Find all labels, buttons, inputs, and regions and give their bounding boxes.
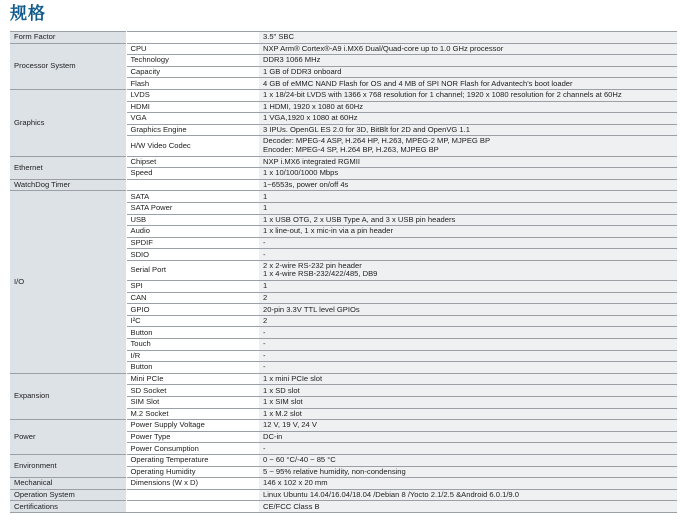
- value-cell: 1 VGA,1920 x 1080 at 60Hz: [259, 113, 677, 125]
- value-cell: 1 GB of DDR3 onboard: [259, 66, 677, 78]
- spec-row: [10, 478, 677, 490]
- category-cell: WatchDog Timer: [10, 179, 126, 191]
- feature-cell: SPDIF: [126, 237, 259, 249]
- value-cell: 3.5" SBC: [259, 32, 677, 44]
- value-cell: 1 x SD slot: [259, 385, 677, 397]
- category-cell: Processor System: [10, 43, 126, 89]
- feature-cell: Graphics Engine: [126, 124, 259, 136]
- value-line-1: Decoder: MPEG-4 ASP, H.264 HP, H.263, MPEG-2 MP, MJPEG BP: [263, 136, 491, 146]
- category-cell: Operation System: [10, 489, 126, 501]
- feature-cell: [126, 489, 259, 501]
- feature-cell: [126, 501, 259, 513]
- feature-cell: Serial Port: [126, 260, 259, 280]
- feature-cell: VGA: [126, 113, 259, 125]
- value-cell: 1 x M.2 slot: [259, 408, 677, 420]
- category-cell: Mechanical: [10, 478, 126, 490]
- value-cell: 1: [259, 281, 677, 293]
- category-cell: Power: [10, 420, 126, 455]
- value-cell: 1 x USB OTG, 2 x USB Type A, and 3 x USB pin headers: [259, 214, 677, 226]
- value-cell: 1 x 18/24-bit LVDS with 1366 x 768 resolution for 1 channel; 1920 x 1080 resolution for 2 channels at 60Hz: [259, 89, 677, 101]
- feature-cell: M.2 Socket: [126, 408, 259, 420]
- value-cell: -: [259, 339, 677, 351]
- feature-cell: LVDS: [126, 89, 259, 101]
- value-cell: 4 GB of eMMC NAND Flash for OS and 4 MB of SPI NOR Flash for Advantech's boot loader: [259, 78, 677, 90]
- value-cell: [259, 136, 677, 156]
- page-title: 规格: [10, 4, 46, 24]
- feature-cell: Operating Humidity: [126, 466, 259, 478]
- feature-cell: Flash: [126, 78, 259, 90]
- category-cell: Ethernet: [10, 156, 126, 179]
- value-cell: -: [259, 237, 677, 249]
- value-cell: 1: [259, 202, 677, 214]
- feature-cell: SATA: [126, 191, 259, 203]
- value-cell: 1 x 10/100/1000 Mbps: [259, 168, 677, 180]
- feature-cell: Power Consumption: [126, 443, 259, 455]
- value-cell: DDR3 1066 MHz: [259, 55, 677, 67]
- feature-cell: Dimensions (W x D): [126, 478, 259, 490]
- feature-cell: USB: [126, 214, 259, 226]
- category-cell: Environment: [10, 454, 126, 477]
- feature-cell: Technology: [126, 55, 259, 67]
- category-cell: Certifications: [10, 501, 126, 513]
- feature-cell: Capacity: [126, 66, 259, 78]
- value-cell: 1 x mini PCIe slot: [259, 373, 677, 385]
- feature-cell: Chipset: [126, 156, 259, 168]
- feature-cell: SD Socket: [126, 385, 259, 397]
- feature-cell: CAN: [126, 292, 259, 304]
- value-cell: -: [259, 327, 677, 339]
- feature-cell: Touch: [126, 339, 259, 351]
- value-cell: 3 IPUs. OpenGL ES 2.0 for 3D, BitBlt for 2D and OpenVG 1.1: [259, 124, 677, 136]
- feature-cell: SDIO: [126, 249, 259, 261]
- feature-cell: Mini PCIe: [126, 373, 259, 385]
- spec-row: [10, 420, 677, 432]
- feature-cell: Power Supply Voltage: [126, 420, 259, 432]
- spec-row: [10, 373, 677, 385]
- value-line-2: Encoder: MPEG-4 SP, H.264 BP, H.263, MJPEG BP: [263, 144, 439, 154]
- category-cell: Form Factor: [10, 32, 126, 44]
- spec-row: [10, 32, 677, 44]
- value-line-2: 1 x 4-wire RSB-232/422/485, DB9: [263, 269, 378, 279]
- category-cell: Expansion: [10, 373, 126, 419]
- category-cell: Graphics: [10, 89, 126, 156]
- spec-row: [10, 156, 677, 168]
- feature-cell: SIM Slot: [126, 397, 259, 409]
- value-cell: 146 x 102 x 20 mm: [259, 478, 677, 490]
- feature-cell: H/W Video Codec: [126, 136, 259, 156]
- value-cell: -: [259, 350, 677, 362]
- feature-cell: Button: [126, 362, 259, 374]
- spec-row: [10, 501, 677, 513]
- value-cell: 1 HDMI, 1920 x 1080 at 60Hz: [259, 101, 677, 113]
- spec-row: [10, 191, 677, 203]
- spec-row: [10, 89, 677, 101]
- feature-cell: Audio: [126, 226, 259, 238]
- feature-cell: HDMI: [126, 101, 259, 113]
- feature-cell: CPU: [126, 43, 259, 55]
- value-line-1: 2 x 2-wire RS-232 pin header: [263, 260, 362, 270]
- feature-cell: SATA Power: [126, 202, 259, 214]
- feature-cell: [126, 179, 259, 191]
- value-cell: -: [259, 362, 677, 374]
- value-cell: 2: [259, 315, 677, 327]
- spec-row: [10, 43, 677, 55]
- spec-row: [10, 179, 677, 191]
- value-cell: 1~6553s, power on/off 4s: [259, 179, 677, 191]
- spec-table: [10, 31, 677, 513]
- spec-row: [10, 454, 677, 466]
- spec-row: [10, 489, 677, 501]
- value-cell: CE/FCC Class B: [259, 501, 677, 513]
- value-cell: 1 x line-out, 1 x mic-in via a pin header: [259, 226, 677, 238]
- category-cell: I/O: [10, 191, 126, 374]
- feature-cell: Speed: [126, 168, 259, 180]
- value-cell: 20-pin 3.3V TTL level GPIOs: [259, 304, 677, 316]
- feature-cell: SPI: [126, 281, 259, 293]
- feature-cell: Operating Temperature: [126, 454, 259, 466]
- value-cell: DC-in: [259, 431, 677, 443]
- value-cell: 5 ~ 95% relative humidity, non-condensing: [259, 466, 677, 478]
- value-cell: 12 V, 19 V, 24 V: [259, 420, 677, 432]
- value-cell: Linux Ubuntu 14.04/16.04/18.04 /Debian 8 /Yocto 2.1/2.5 &Android 6.0.1/9.0: [259, 489, 677, 501]
- value-cell: 1 x SIM slot: [259, 397, 677, 409]
- feature-cell: Power Type: [126, 431, 259, 443]
- value-cell: 2: [259, 292, 677, 304]
- feature-cell: GPIO: [126, 304, 259, 316]
- feature-cell: Button: [126, 327, 259, 339]
- feature-cell: I/R: [126, 350, 259, 362]
- value-cell: 0 ~ 60 °C/-40 ~ 85 °C: [259, 454, 677, 466]
- value-cell: NXP i.MX6 integrated RGMII: [259, 156, 677, 168]
- value-cell: -: [259, 249, 677, 261]
- feature-cell: [126, 32, 259, 44]
- value-cell: 1: [259, 191, 677, 203]
- feature-cell: I²C: [126, 315, 259, 327]
- value-cell: [259, 260, 677, 280]
- value-cell: NXP Arm® Cortex®-A9 i.MX6 Dual/Quad-core up to 1.0 GHz processor: [259, 43, 677, 55]
- value-cell: -: [259, 443, 677, 455]
